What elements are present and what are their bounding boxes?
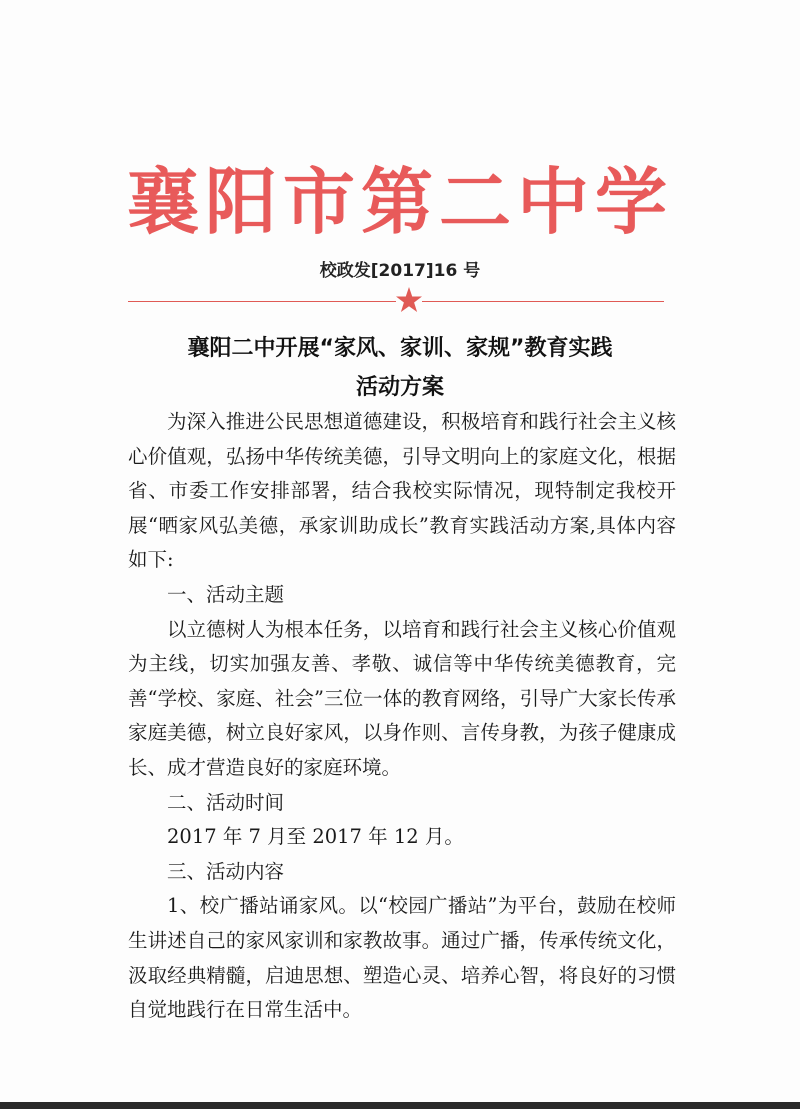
section-heading-time: 二、活动时间	[167, 790, 285, 814]
document-body	[128, 405, 676, 1028]
school-masthead: 襄阳市第二中学	[126, 160, 673, 244]
section-heading-content: 三、活动内容	[167, 859, 285, 883]
document-number: 校政发[2017]16 号	[319, 261, 481, 281]
time-paragraph: 2017 年 7 月至 2017 年 12 月。	[167, 825, 464, 849]
document-title-line-1: 襄阳二中开展“家风、家训、家规”教育实践	[187, 336, 613, 361]
red-rule-left	[128, 301, 396, 302]
theme-paragraph: 以立德树人为根本任务，以培育和践行社会主义核心价值观为主线，切实加强友善、孝敬、诚信等中华传统美德教育，完善“学校、家庭、社会”三位一体的教育网络，引导广大家长传承家庭美德，树立良好家风，以身作则、言传身教，为孩子健康成长、成才营造良好的家庭环境。	[128, 617, 676, 779]
content-item-1: 1、校广播站诵家风。以“校园广播站”为平台，鼓励在校师生讲述自己的家风家训和家教故事。通过广播，传承传统文化，汲取经典精髓，启迪思想、塑造心灵、培养心智，将良好的习惯自觉地践行在日常生活中。	[128, 894, 676, 1022]
red-star-icon	[396, 286, 422, 314]
document-title-line-2: 活动方案	[355, 375, 444, 400]
intro-paragraph: 为深入推进公民思想道德建设，积极培育和践行社会主义核心价值观，弘扬中华传统美德，引导文明向上的家庭文化，根据省、市委工作安排部署，结合我校实际情况，现特制定我校开展“晒家风弘美德，承家训助成长”教育实践活动方案,具体内容如下:	[128, 410, 676, 572]
section-heading-theme: 一、活动主题	[167, 582, 285, 606]
red-rule-right	[422, 301, 664, 302]
scan-edge	[0, 1102, 800, 1109]
